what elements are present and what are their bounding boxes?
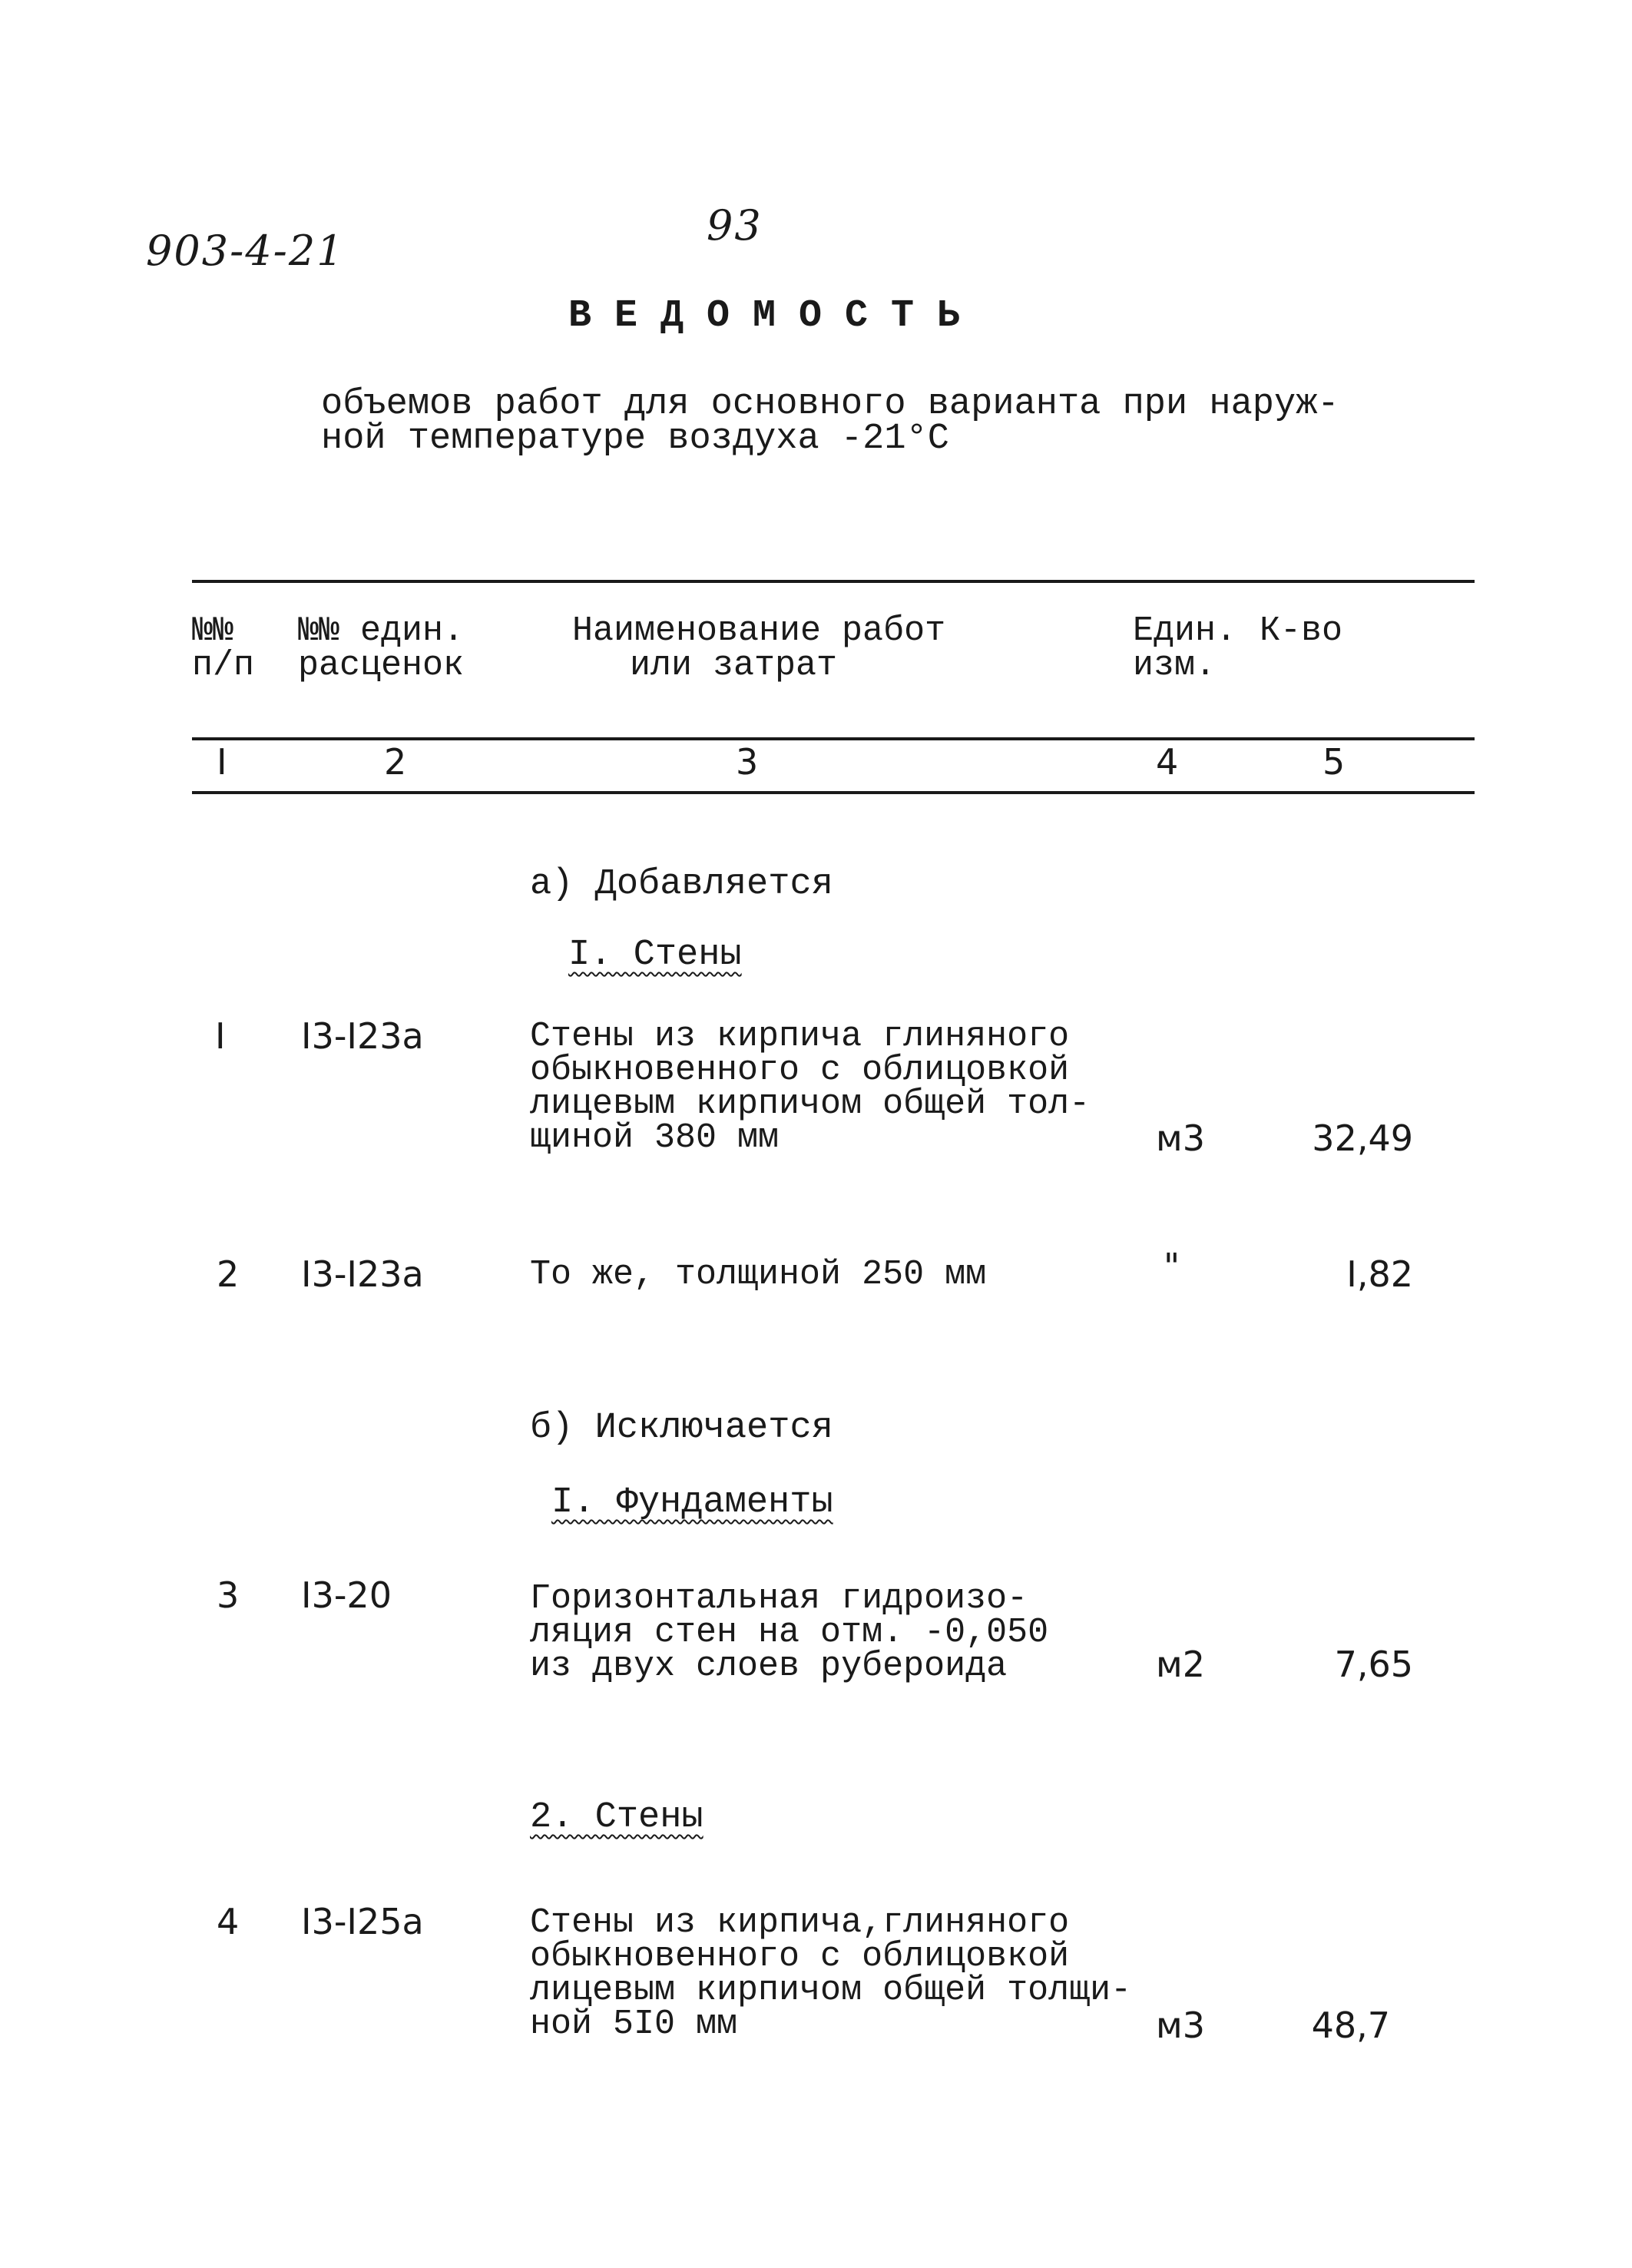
col1-header-line2: п/п: [192, 646, 255, 685]
column-number-2: 2: [384, 741, 407, 783]
section-walls-2: 2. Стены: [530, 1797, 703, 1838]
row-3-code: I3-20: [301, 1574, 392, 1616]
column-number-3: 3: [736, 741, 759, 783]
document-title: ВЕДОМОСТЬ: [568, 294, 984, 338]
col1-header-line1: №№: [192, 611, 234, 651]
header-top-rule: [192, 580, 1475, 583]
row-3-desc-line1: Горизонтальная гидроизо-: [530, 1579, 1028, 1618]
page-number: 93: [707, 201, 763, 250]
row-1-qty: 32,49: [1312, 1117, 1413, 1159]
col4-header-line1: Един.: [1133, 611, 1237, 651]
row-2-qty: I,82: [1346, 1253, 1413, 1295]
row-3-qty: 7,65: [1334, 1644, 1413, 1685]
section-excluded: б) Исключается: [530, 1408, 833, 1449]
row-2-desc-line1: То же, толщиной 250 мм: [530, 1255, 987, 1294]
col3-header-line1: Наименование работ: [572, 611, 946, 651]
row-4-code: I3-I25а: [301, 1901, 424, 1942]
subtitle-line-1: объемов работ для основного варианта при наруж-: [321, 384, 1339, 425]
row-4-desc-line2: обыкновенного с облицовкой: [530, 1937, 1070, 1976]
header-bottom-rule: [192, 791, 1475, 794]
row-1-desc-line3: лицевым кирпичом общей тол-: [530, 1084, 1091, 1124]
row-3-unit: м2: [1156, 1644, 1205, 1685]
subtitle-line-2: ной температуре воздуха -21°С: [321, 419, 949, 459]
row-1-code: I3-I23а: [301, 1015, 424, 1057]
row-2-number: 2: [217, 1253, 240, 1295]
document-code: 903-4-21: [146, 227, 345, 275]
row-4-qty: 48,7: [1311, 2005, 1390, 2046]
row-4-desc-line3: лицевым кирпичом общей толщи-: [530, 1971, 1132, 2010]
section-foundations: I. Фундаменты: [551, 1482, 833, 1523]
row-1-desc-line2: обыкновенного с облицовкой: [530, 1051, 1070, 1090]
column-number-4: 4: [1156, 741, 1179, 783]
header-middle-rule: [192, 737, 1475, 740]
row-4-number: 4: [217, 1901, 240, 1942]
row-1-desc-line1: Стены из кирпича глиняного: [530, 1017, 1070, 1056]
column-number-5: 5: [1322, 741, 1346, 783]
col2-header-line1: №№ един.: [298, 611, 465, 651]
row-2-unit: ": [1164, 1246, 1180, 1287]
section-walls-1: I. Стены: [568, 935, 742, 975]
row-3-number: 3: [217, 1574, 240, 1616]
row-1-unit: м3: [1156, 1117, 1205, 1159]
column-number-1: I: [217, 741, 227, 783]
col5-header-line1: К-во: [1260, 611, 1343, 651]
col4-header-line2: изм.: [1133, 646, 1217, 685]
row-4-desc-line1: Стены из кирпича,глиняного: [530, 1903, 1070, 1942]
row-3-desc-line3: из двух слоев рубероида: [530, 1647, 1008, 1686]
row-3-desc-line2: ляция стен на отм. -0,050: [530, 1613, 1049, 1652]
row-4-unit: м3: [1156, 2005, 1205, 2046]
section-added: а) Добавляется: [530, 864, 833, 905]
row-4-desc-line4: ной 5I0 мм: [530, 2005, 738, 2044]
col2-header-line2: расценок: [298, 646, 465, 685]
col3-header-line2: или затрат: [630, 646, 838, 685]
row-2-code: I3-I23а: [301, 1253, 424, 1295]
row-1-number: I: [215, 1015, 226, 1057]
row-1-desc-line4: щиной 380 мм: [530, 1118, 780, 1157]
